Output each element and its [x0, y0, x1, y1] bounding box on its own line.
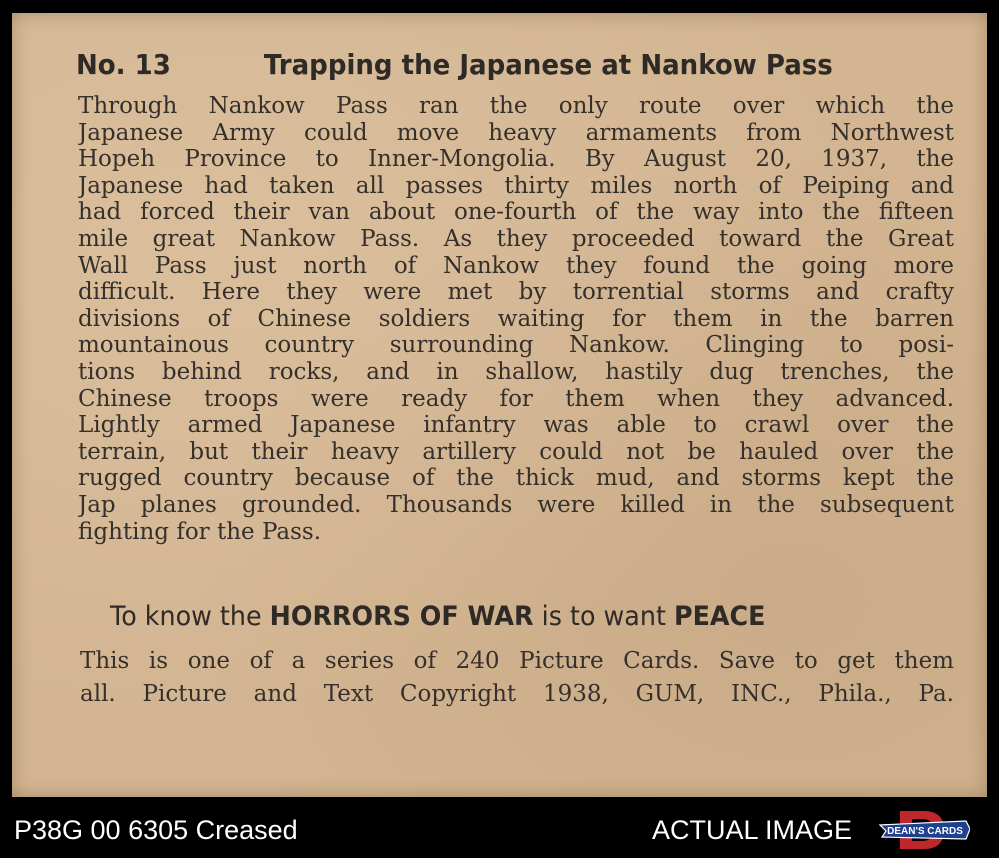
description-line: divisions of Chinese soldiers waiting for them in the barren — [78, 305, 954, 332]
series-line: all. Picture and Text Copyright 1938, GUM, INC., Phila., Pa. — [80, 681, 954, 707]
card-header — [76, 48, 894, 88]
description-line: mile great Nankow Pass. As they proceeded toward the Great — [78, 225, 954, 252]
card-description — [78, 93, 954, 545]
slogan-emphasis: HORRORS OF WAR — [269, 601, 534, 632]
slogan-part: is to want — [533, 601, 674, 632]
description-line: Through Nankow Pass ran the only route over which the — [78, 93, 954, 119]
slogan-part: To know the — [110, 601, 270, 632]
svg-text:DEAN'S CARDS: DEAN'S CARDS — [887, 826, 963, 837]
series-line: This is one of a series of 240 Picture Cards. Save to get them — [80, 648, 954, 674]
description-line: Japanese had taken all passes thirty miles north of Peiping and — [78, 172, 954, 199]
actual-image-label: ACTUAL IMAGE — [652, 815, 853, 845]
trading-card-back — [12, 13, 987, 797]
sku-label: P38G 00 6305 Creased — [14, 815, 298, 845]
description-line: Japanese Army could move heavy armaments from Northwest — [78, 119, 954, 146]
description-line: Wall Pass just north of Nankow they found the going more — [78, 252, 954, 279]
card-number: No. 13 — [76, 48, 171, 81]
description-line: rugged country because of the thick mud, and storms kept the — [78, 465, 954, 492]
slogan-emphasis: PEACE — [673, 601, 766, 632]
description-line: Lightly armed Japanese infantry was able to crawl over the — [78, 412, 954, 439]
description-line: Chinese troops were ready for them when they advanced. — [78, 385, 954, 412]
description-line: Hopeh Province to Inner-Mongolia. By August 20, 1937, the — [78, 146, 954, 173]
card-slogan — [110, 601, 766, 632]
deans-cards-logo-icon — [878, 809, 970, 851]
description-line: Jap planes grounded. Thousands were killed in the subsequent — [78, 491, 954, 518]
series-notice — [80, 645, 954, 711]
description-line: fighting for the Pass. — [78, 518, 322, 545]
card-title: Trapping the Japanese at Nankow Pass — [263, 48, 833, 81]
description-line: mountainous country surrounding Nankow. Clinging to posi- — [78, 332, 954, 359]
description-line: terrain, but their heavy artillery could not be hauled over the — [78, 438, 954, 465]
description-line: tions behind rocks, and in shallow, hastily dug trenches, the — [78, 358, 954, 385]
description-line: had forced their van about one-fourth of the way into the fifteen — [78, 199, 954, 226]
listing-footer — [0, 797, 999, 858]
description-line: difficult. Here they were met by torrential storms and crafty — [78, 279, 954, 306]
